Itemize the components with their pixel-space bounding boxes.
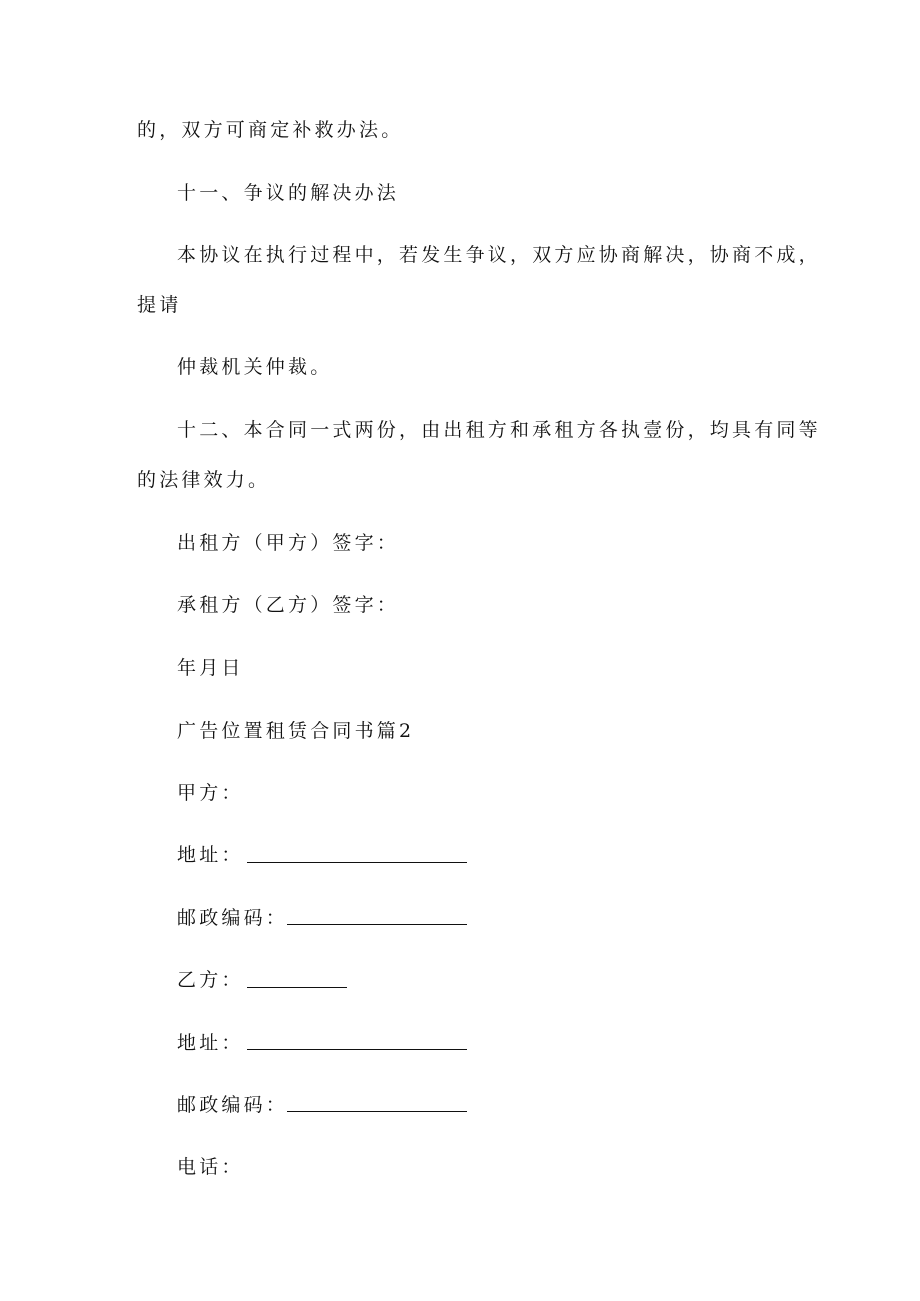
paragraph-remedy-clause: 的，双方可商定补救办法。 <box>137 119 404 141</box>
party-a-address-blank <box>247 862 467 863</box>
paragraph-dispute-line-2: 提请 <box>137 294 182 316</box>
party-a-label: 甲方： <box>177 782 244 804</box>
paragraph-arbitration: 仲裁机关仲裁。 <box>177 356 333 378</box>
paragraph-copies-line-1: 十二、本合同一式两份，由出租方和承租方各执壹份，均具有同等 <box>177 419 821 441</box>
party-b-address-label: 地址： <box>177 1032 244 1054</box>
party-a-postcode-blank <box>287 924 467 925</box>
contract-title-part-2: 广告位置租赁合同书篇2 <box>177 720 415 742</box>
lessor-signature-label: 出租方（甲方）签字： <box>177 532 400 554</box>
paragraph-copies-line-2: 的法律效力。 <box>137 469 271 491</box>
date-label: 年月日 <box>177 657 244 679</box>
lessee-signature-label: 承租方（乙方）签字： <box>177 594 400 616</box>
party-b-name-blank <box>247 987 347 988</box>
party-a-postcode-label: 邮政编码： <box>177 907 289 929</box>
section-heading-dispute-resolution: 十一、争议的解决办法 <box>177 182 400 204</box>
phone-label: 电话： <box>177 1156 244 1178</box>
party-a-address-label: 地址： <box>177 844 244 866</box>
party-b-postcode-blank <box>287 1111 467 1112</box>
party-b-label: 乙方： <box>177 969 244 991</box>
party-b-address-blank <box>247 1049 467 1050</box>
party-b-postcode-label: 邮政编码： <box>177 1094 289 1116</box>
paragraph-dispute-line-1: 本协议在执行过程中，若发生争议，双方应协商解决，协商不成， <box>177 244 821 266</box>
